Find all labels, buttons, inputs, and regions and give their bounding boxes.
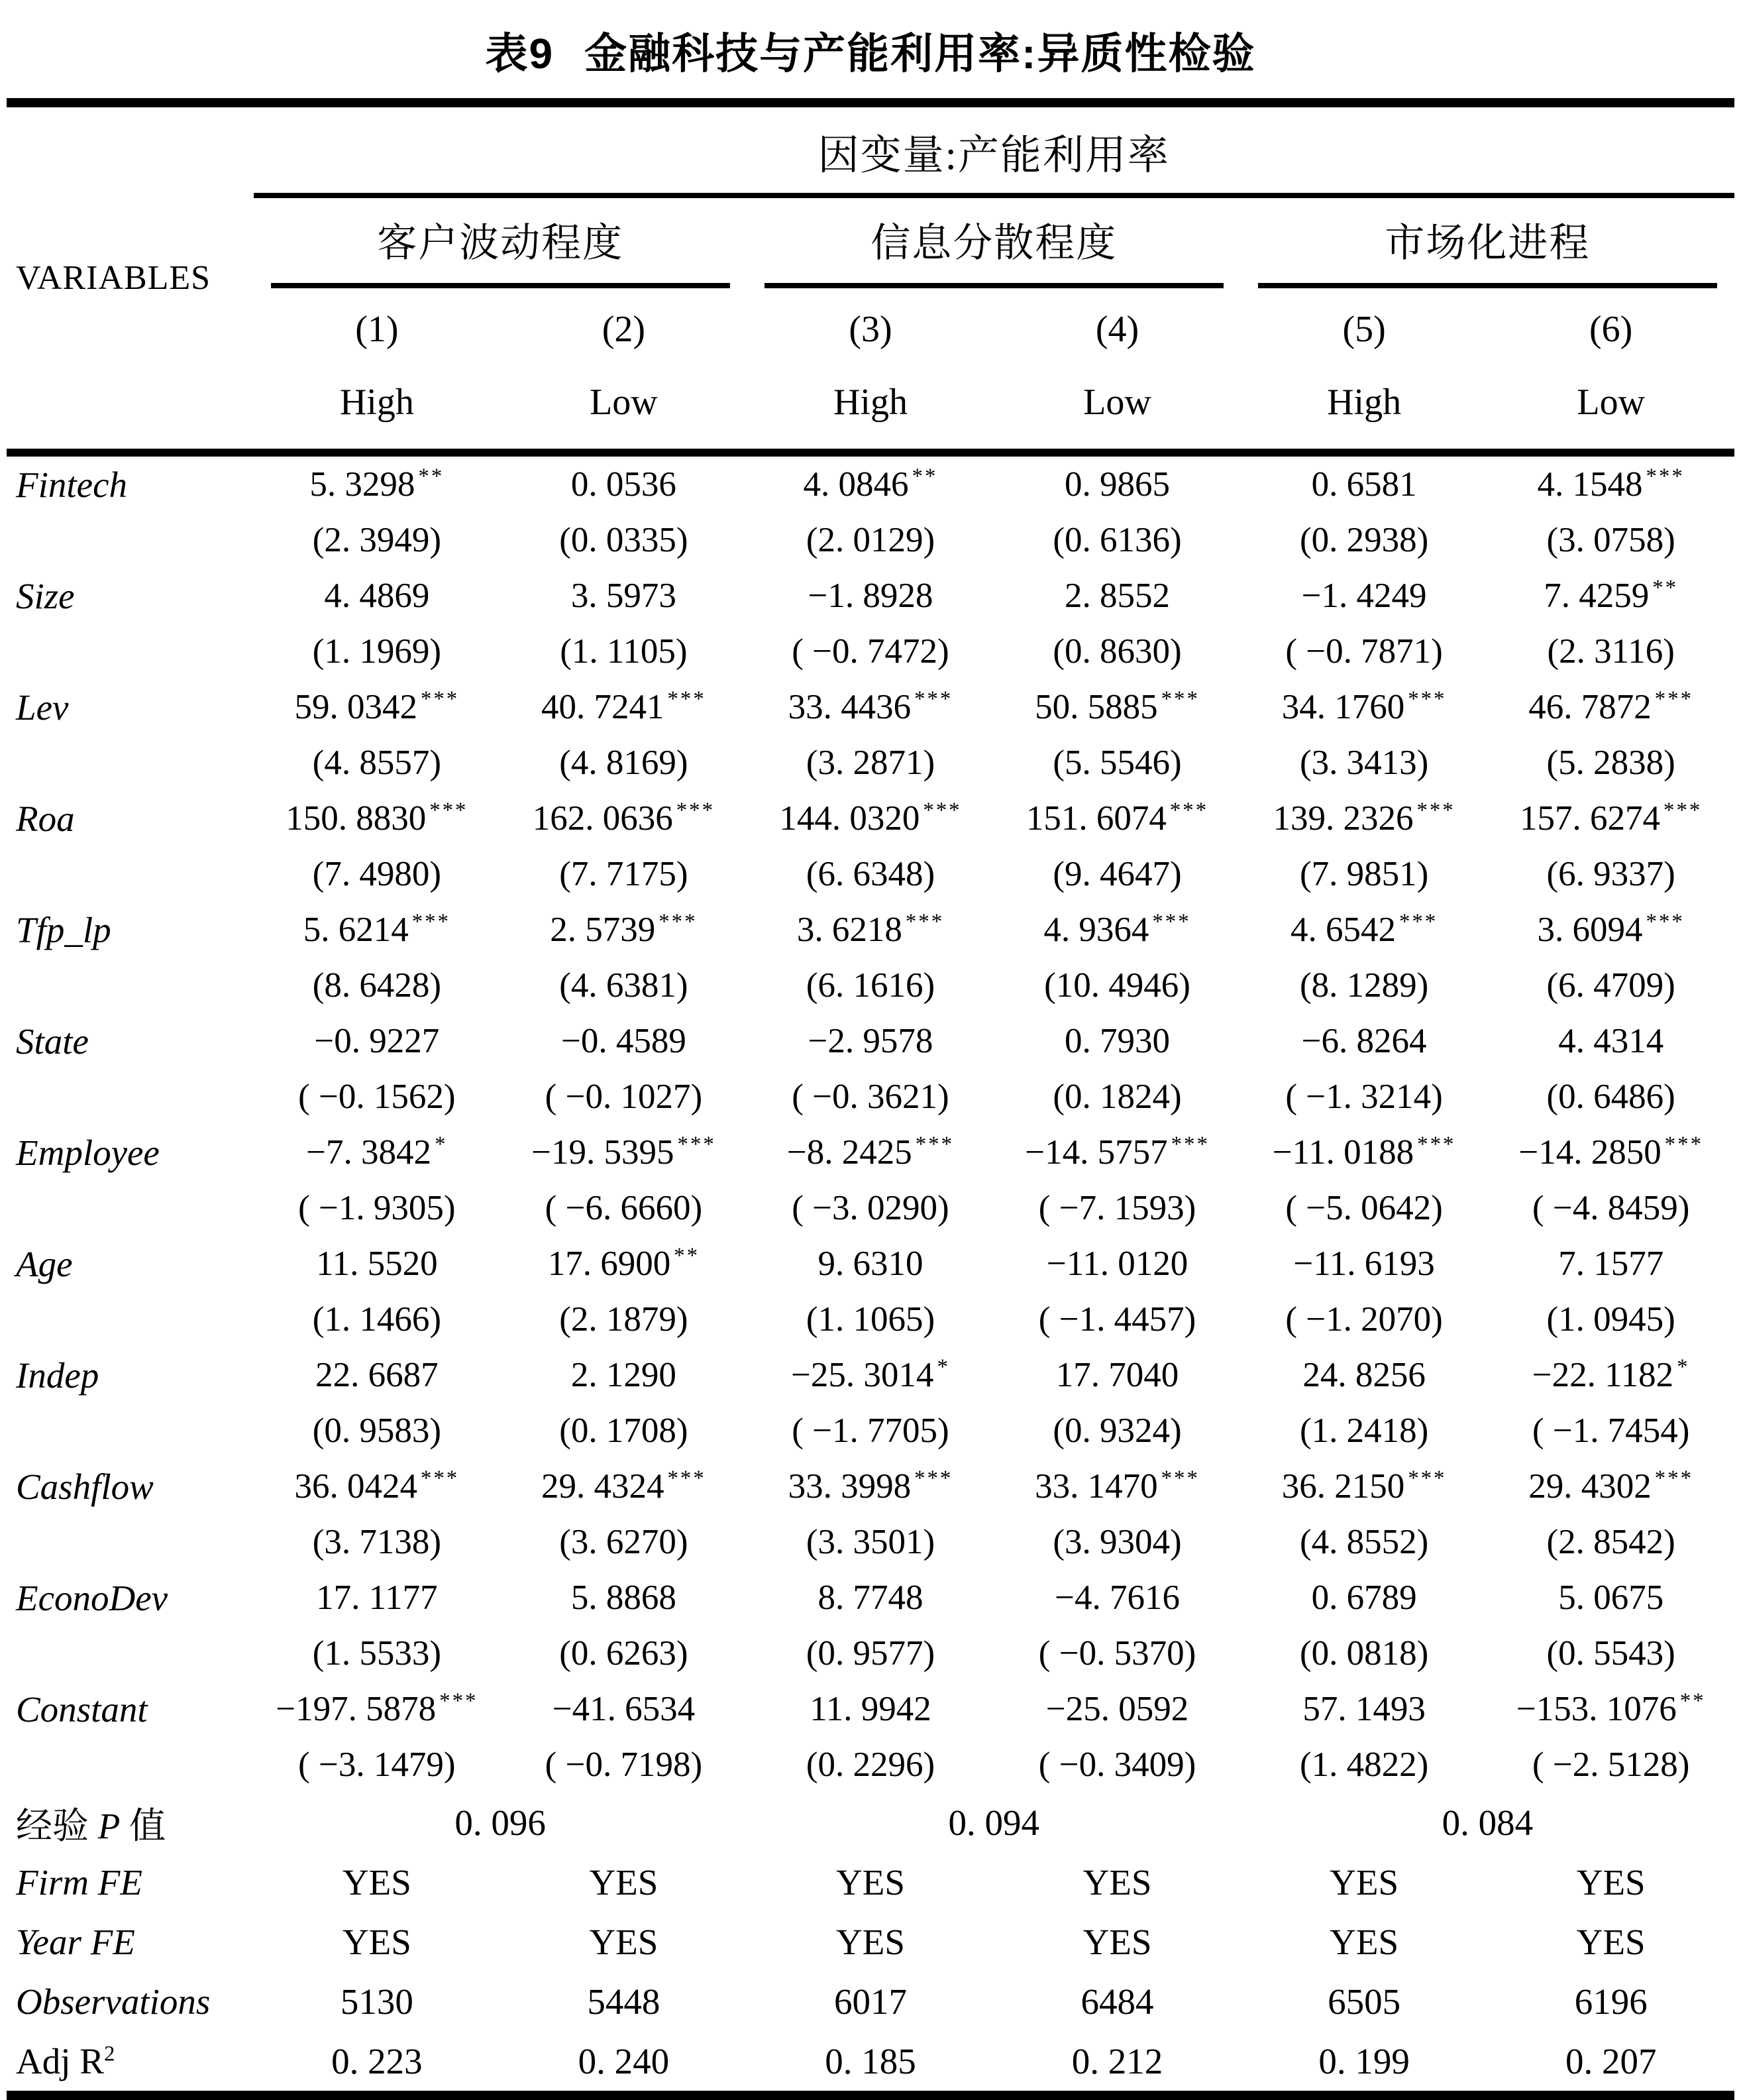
tstat-cell: ( −0. 7472) <box>792 632 949 671</box>
table-row-tstat <box>7 1180 1734 1236</box>
table-row-tstat <box>7 1626 1734 1681</box>
table-row-tstat <box>7 1514 1734 1570</box>
coef-cell: −25. 3014 * <box>791 1355 950 1394</box>
tstat-cell: (0. 2296) <box>806 1745 935 1784</box>
tstat-cell: (4. 8552) <box>1299 1523 1429 1561</box>
significance-stars: *** <box>439 1689 478 1714</box>
coef-cell: 9. 6310 <box>818 1244 923 1283</box>
adjr2-cell: 0. 207 <box>1565 2040 1657 2081</box>
adjr2-cell: 0. 199 <box>1318 2040 1410 2081</box>
tstat-cell: (4. 8557) <box>312 744 441 782</box>
tstat-cell: ( −0. 5370) <box>1038 1634 1196 1673</box>
tstat-cell: (1. 1969) <box>312 632 441 671</box>
coef-cell: 36. 0424 *** <box>294 1466 460 1506</box>
coef-cell: −4. 7616 <box>1055 1578 1180 1617</box>
col-number-5: (5) <box>1342 309 1386 350</box>
tstat-cell: (0. 6486) <box>1546 1078 1675 1116</box>
page <box>7 0 1734 2100</box>
coef-cell: −14. 2850 *** <box>1518 1133 1704 1172</box>
tstat-cell: ( −0. 7871) <box>1285 632 1443 671</box>
significance-stars: ** <box>1679 1689 1706 1714</box>
table-row-tstat <box>7 1069 1734 1125</box>
coef-cell: 24. 8256 <box>1302 1356 1426 1394</box>
tstat-cell: ( −3. 1479) <box>298 1745 456 1784</box>
coef-cell: 5. 6214 *** <box>303 910 450 949</box>
obs-cell: 6484 <box>1081 1981 1154 2022</box>
significance-stars: *** <box>1663 799 1703 823</box>
tstat-cell: ( −6. 6660) <box>545 1189 703 1227</box>
coef-cell: 4. 4869 <box>324 577 430 615</box>
significance-stars: *** <box>1646 910 1685 934</box>
group-header-customer-volatility: 客户波动程度 <box>254 195 747 288</box>
significance-stars: *** <box>420 1466 460 1491</box>
coef-cell: −14. 5757 *** <box>1025 1133 1210 1172</box>
coef-cell: 29. 4302 *** <box>1528 1466 1694 1506</box>
table-row-coef <box>7 679 1734 735</box>
tstat-cell: (6. 6348) <box>806 855 935 893</box>
coef-cell: 29. 4324 *** <box>541 1466 706 1506</box>
table-row-observations <box>7 1971 1734 2031</box>
fe-cell: YES <box>836 1921 905 1962</box>
fe-cell: YES <box>342 1861 411 1903</box>
coef-cell: 4. 9364 *** <box>1043 910 1191 949</box>
coef-cell: 2. 5739 *** <box>550 910 698 949</box>
coef-cell: 33. 4436 *** <box>788 687 953 726</box>
variables-header: VARIABLES <box>7 103 254 453</box>
row-label-empty <box>7 958 254 1013</box>
coef-cell: 8. 7748 <box>818 1578 923 1617</box>
table-head <box>7 103 1734 453</box>
tstat-cell: (5. 2838) <box>1546 744 1675 782</box>
coef-cell: 139. 2326 *** <box>1273 799 1455 838</box>
tstat-cell: (6. 4709) <box>1546 966 1675 1005</box>
significance-stars: *** <box>667 687 706 712</box>
row-label: Year FE <box>16 1921 135 1962</box>
coef-cell: 17. 1177 <box>316 1578 438 1617</box>
coef-cell: 0. 6789 <box>1311 1578 1417 1617</box>
tstat-cell: (0. 5543) <box>1546 1634 1675 1673</box>
col-subheader-4: Low <box>994 370 1241 453</box>
table-row-adj-r2 <box>7 2031 1734 2095</box>
tstat-cell: (5. 5546) <box>1053 744 1182 782</box>
coef-cell: 17. 6900 ** <box>547 1244 700 1283</box>
coef-cell: 3. 6218 *** <box>796 910 945 949</box>
row-label: Employee <box>16 1132 160 1173</box>
table-row-coef <box>7 1459 1734 1514</box>
row-label: Constant <box>16 1688 148 1730</box>
coef-cell: −41. 6534 <box>552 1690 696 1728</box>
coef-cell: 50. 5885 *** <box>1035 687 1200 726</box>
fe-cell: YES <box>1330 1861 1399 1903</box>
group-header-information-dispersion: 信息分散程度 <box>747 195 1241 288</box>
tstat-cell: (2. 8542) <box>1546 1523 1675 1561</box>
table-row-empirical-pvalue <box>7 1793 1734 1852</box>
significance-stars: *** <box>1408 1466 1447 1491</box>
significance-stars: *** <box>411 910 450 934</box>
tstat-cell: ( −5. 0642) <box>1285 1189 1443 1227</box>
tstat-cell: (2. 0129) <box>806 521 935 559</box>
coef-cell: −0. 4589 <box>560 1022 686 1060</box>
table-row-tstat <box>7 1737 1734 1793</box>
tstat-cell: ( −4. 8459) <box>1532 1189 1690 1227</box>
row-label: EconoDev <box>16 1577 168 1618</box>
table-row-coef <box>7 568 1734 624</box>
tstat-cell: (0. 9577) <box>806 1634 935 1673</box>
table-row-tstat <box>7 958 1734 1013</box>
row-label-empty <box>7 735 254 791</box>
tstat-cell: (3. 3413) <box>1299 744 1429 782</box>
fe-cell: YES <box>1082 1921 1152 1962</box>
coef-cell: 3. 5973 <box>570 577 676 615</box>
significance-stars: *** <box>1646 465 1685 489</box>
table-row-coef <box>7 1013 1734 1069</box>
coef-cell: −1. 8928 <box>808 577 933 615</box>
row-label: Observations <box>16 1981 211 2022</box>
table-row-coef <box>7 1570 1734 1626</box>
coef-cell: −22. 1182 * <box>1532 1355 1690 1394</box>
tstat-cell: ( −1. 2070) <box>1285 1300 1443 1339</box>
row-label: Firm FE <box>16 1861 142 1903</box>
significance-stars: *** <box>1664 1133 1704 1157</box>
tstat-cell: (0. 2938) <box>1299 521 1429 559</box>
table-body <box>7 453 1734 2095</box>
pvalue-cell: 0. 084 <box>1442 1802 1534 1843</box>
coef-cell: 0. 9865 <box>1065 465 1171 504</box>
col-number-1: (1) <box>355 309 399 350</box>
coef-cell: 59. 0342 *** <box>294 687 460 726</box>
group-header-marketization: 市场化进程 <box>1241 195 1734 288</box>
coef-cell: 33. 3998 *** <box>788 1466 953 1506</box>
coef-cell: 150. 8830 *** <box>286 799 468 838</box>
fe-cell: YES <box>836 1861 905 1903</box>
significance-stars: *** <box>667 1466 706 1491</box>
coef-cell: 4. 6542 *** <box>1290 910 1438 949</box>
significance-stars: *** <box>1417 1133 1456 1157</box>
coef-cell: 40. 7241 *** <box>541 687 706 726</box>
row-label-empty <box>7 624 254 679</box>
tstat-cell: ( −1. 7705) <box>792 1411 949 1450</box>
row-label-empty <box>7 1292 254 1347</box>
col-subheader-3: High <box>747 370 994 453</box>
coef-cell: −11. 6193 <box>1293 1244 1435 1283</box>
significance-stars: *** <box>677 1133 716 1157</box>
tstat-cell: (1. 4822) <box>1299 1745 1429 1784</box>
fe-cell: YES <box>1576 1861 1646 1903</box>
significance-stars: *** <box>1654 1466 1694 1491</box>
fe-cell: YES <box>1330 1921 1399 1962</box>
adjr2-cell: 0. 223 <box>331 2040 423 2081</box>
col-number-6: (6) <box>1589 309 1633 350</box>
coef-cell: 2. 1290 <box>570 1356 676 1394</box>
tstat-cell: (8. 6428) <box>312 966 441 1005</box>
significance-stars: *** <box>659 910 698 934</box>
row-label: State <box>16 1021 89 1062</box>
row-label-empty <box>7 1403 254 1459</box>
tstat-cell: ( −0. 3621) <box>792 1078 949 1116</box>
tstat-cell: (7. 7175) <box>559 855 688 893</box>
coef-cell: −1. 4249 <box>1301 577 1427 615</box>
tstat-cell: (0. 6136) <box>1053 521 1182 559</box>
tstat-cell: (3. 3501) <box>806 1523 935 1561</box>
col-subheader-5: High <box>1241 370 1488 453</box>
coef-cell: −153. 1076 ** <box>1516 1689 1706 1728</box>
coef-cell: 0. 7930 <box>1065 1022 1171 1060</box>
row-label: Tfp_lp <box>16 909 111 950</box>
row-label-empty <box>7 846 254 902</box>
tstat-cell: (3. 7138) <box>312 1523 441 1561</box>
coef-cell: −11. 0120 <box>1046 1244 1188 1283</box>
coef-cell: 3. 6094 *** <box>1537 910 1685 949</box>
row-label: Age <box>16 1243 73 1284</box>
coef-cell: −2. 9578 <box>808 1022 933 1060</box>
tstat-cell: (0. 0335) <box>559 521 688 559</box>
tstat-cell: ( −1. 4457) <box>1038 1300 1196 1339</box>
fe-cell: YES <box>589 1921 659 1962</box>
row-label-empty <box>7 1180 254 1236</box>
coef-cell: 0. 0536 <box>570 465 676 504</box>
significance-stars: *** <box>923 799 962 823</box>
tstat-cell: (4. 6381) <box>559 966 688 1005</box>
row-label-empty <box>7 1514 254 1570</box>
row-label: Cashflow <box>16 1466 154 1507</box>
coef-cell: 33. 1470 *** <box>1035 1466 1200 1506</box>
table-row-tstat <box>7 1403 1734 1459</box>
tstat-cell: ( −0. 3409) <box>1038 1745 1196 1784</box>
coef-cell: 57. 1493 <box>1302 1690 1426 1728</box>
table-row-tstat <box>7 846 1734 902</box>
coef-cell: −6. 8264 <box>1301 1022 1427 1060</box>
tstat-cell: (0. 1708) <box>559 1411 688 1450</box>
table-row-tstat <box>7 735 1734 791</box>
coef-cell: 4. 0846 ** <box>803 465 938 504</box>
significance-stars: *** <box>914 687 953 712</box>
tstat-cell: (0. 6263) <box>559 1634 688 1673</box>
coef-cell: 144. 0320 *** <box>779 799 962 838</box>
significance-stars: *** <box>1152 910 1191 934</box>
coef-cell: −7. 3842 * <box>306 1133 448 1172</box>
coef-cell: 46. 7872 *** <box>1528 687 1694 726</box>
coef-cell: 7. 1577 <box>1558 1244 1664 1283</box>
tstat-cell: ( −3. 0290) <box>792 1189 949 1227</box>
obs-cell: 5130 <box>340 1981 413 2022</box>
row-label: Lev <box>16 687 69 728</box>
row-label-empty <box>7 1626 254 1681</box>
tstat-cell: (0. 1824) <box>1053 1078 1182 1116</box>
row-label: Fintech <box>16 464 127 505</box>
tstat-cell: ( −1. 7454) <box>1532 1411 1690 1450</box>
coef-cell: 4. 1548 *** <box>1537 465 1685 504</box>
table-row-tstat <box>7 624 1734 679</box>
coef-cell: 11. 9942 <box>810 1690 931 1728</box>
tstat-cell: (1. 0945) <box>1546 1300 1675 1339</box>
fe-cell: YES <box>589 1861 659 1903</box>
significance-stars: ** <box>1652 576 1679 600</box>
significance-stars: * <box>937 1355 950 1380</box>
tstat-cell: ( −1. 9305) <box>298 1189 456 1227</box>
pvalue-cell: 0. 096 <box>454 1802 546 1843</box>
tstat-cell: (9. 4647) <box>1053 855 1182 893</box>
coef-cell: 5. 0675 <box>1558 1578 1664 1617</box>
row-label-empty <box>7 512 254 568</box>
significance-stars: *** <box>1398 910 1438 934</box>
tstat-cell: (3. 6270) <box>559 1523 688 1561</box>
coef-cell: 151. 6074 *** <box>1026 799 1209 838</box>
table-row-coef <box>7 791 1734 846</box>
coef-cell: −11. 0188 *** <box>1272 1133 1456 1172</box>
coef-cell: −25. 0592 <box>1045 1690 1189 1728</box>
fe-cell: YES <box>1082 1861 1152 1903</box>
pvalue-cell: 0. 094 <box>948 1802 1039 1843</box>
table-row-coef <box>7 1681 1734 1737</box>
table-row-fixed-effects <box>7 1912 1734 1971</box>
significance-stars: *** <box>905 910 945 934</box>
tstat-cell: (0. 9324) <box>1053 1411 1182 1450</box>
row-label-empty <box>7 1737 254 1793</box>
significance-stars: *** <box>1654 687 1694 712</box>
significance-stars: *** <box>914 1466 953 1491</box>
significance-stars: ** <box>674 1244 700 1268</box>
coef-cell: −0. 9227 <box>314 1022 440 1060</box>
coef-cell: 17. 7040 <box>1055 1356 1179 1394</box>
row-label: Size <box>16 575 75 616</box>
coef-cell: 4. 4314 <box>1558 1022 1664 1060</box>
tstat-cell: ( −0. 1562) <box>298 1078 456 1116</box>
tstat-cell: (8. 1289) <box>1299 966 1429 1005</box>
coef-cell: −8. 2425 *** <box>786 1133 955 1172</box>
tstat-cell: (1. 1065) <box>806 1300 935 1339</box>
coef-cell: 162. 0636 *** <box>532 799 715 838</box>
col-subheader-6: Low <box>1487 370 1734 453</box>
obs-cell: 6017 <box>833 1981 907 2022</box>
col-number-4: (4) <box>1095 309 1139 350</box>
table-number: 表9 <box>485 30 554 78</box>
tstat-cell: ( −0. 1027) <box>545 1078 703 1116</box>
adjr2-cell: 0. 185 <box>825 2040 916 2081</box>
table-row-tstat <box>7 1292 1734 1347</box>
significance-stars: *** <box>420 687 460 712</box>
dep-var-header: 因变量:产能利用率 <box>254 103 1734 195</box>
table-row-coef <box>7 902 1734 958</box>
tstat-cell: (7. 4980) <box>312 855 441 893</box>
tstat-cell: (6. 1616) <box>806 966 935 1005</box>
row-label: Adj $R^2$ <box>16 2040 115 2081</box>
significance-stars: *** <box>1171 1133 1210 1157</box>
row-label: 经验 P 值 <box>16 1805 166 1846</box>
tstat-cell: ( −0. 7198) <box>545 1745 703 1784</box>
tstat-cell: (1. 5533) <box>312 1634 441 1673</box>
significance-stars: ** <box>418 465 445 489</box>
significance-stars: * <box>435 1133 448 1157</box>
adjr2-cell: 0. 240 <box>578 2040 670 2081</box>
col-number-2: (2) <box>602 309 646 350</box>
tstat-cell: (2. 1879) <box>559 1300 688 1339</box>
table-row-tstat <box>7 512 1734 568</box>
col-subheader-1: High <box>254 370 501 453</box>
obs-cell: 6505 <box>1328 1981 1401 2022</box>
coef-cell: 5. 8868 <box>570 1578 676 1617</box>
significance-stars: *** <box>1161 1466 1200 1491</box>
tstat-cell: (0. 8630) <box>1053 632 1182 671</box>
significance-stars: * <box>1677 1355 1690 1380</box>
tstat-cell: (1. 1105) <box>560 632 688 671</box>
tstat-cell: (4. 8169) <box>559 744 688 782</box>
tstat-cell: (0. 0818) <box>1299 1634 1429 1673</box>
tstat-cell: (6. 9337) <box>1546 855 1675 893</box>
col-number-3: (3) <box>849 309 892 350</box>
tstat-cell: ( −1. 3214) <box>1285 1078 1443 1116</box>
regression-table <box>7 98 1734 2100</box>
coef-cell: 34. 1760 *** <box>1281 687 1447 726</box>
table-row-coef <box>7 1347 1734 1403</box>
tstat-cell: (3. 0758) <box>1546 521 1675 559</box>
adjr2-cell: 0. 212 <box>1071 2040 1163 2081</box>
significance-stars: ** <box>912 465 938 489</box>
table-title <box>7 9 1734 98</box>
coef-cell: 7. 4259 ** <box>1544 576 1679 615</box>
tstat-cell: ( −7. 1593) <box>1038 1189 1196 1227</box>
coef-cell: −197. 5878 *** <box>276 1689 478 1728</box>
tstat-cell: (3. 9304) <box>1053 1523 1182 1561</box>
table-title-text: 金融科技与产能利用率:异质性检验 <box>584 30 1256 78</box>
coef-cell: 22. 6687 <box>315 1356 439 1394</box>
significance-stars: *** <box>1161 687 1200 712</box>
row-label: Roa <box>16 798 75 839</box>
table-row-coef <box>7 1236 1734 1292</box>
row-label-empty <box>7 1069 254 1125</box>
coef-cell: 11. 5520 <box>316 1244 438 1283</box>
significance-stars: *** <box>1408 687 1447 712</box>
significance-stars: *** <box>1416 799 1455 823</box>
obs-cell: 5448 <box>587 1981 660 2022</box>
tstat-cell: (3. 2871) <box>806 744 935 782</box>
table-row-coef <box>7 1125 1734 1180</box>
significance-stars: *** <box>429 799 468 823</box>
table-row-coef <box>7 453 1734 512</box>
tstat-cell: (10. 4946) <box>1044 966 1190 1005</box>
obs-cell: 6196 <box>1574 1981 1648 2022</box>
tstat-cell: (1. 2418) <box>1299 1411 1429 1450</box>
coef-cell: 2. 8552 <box>1065 577 1171 615</box>
fe-cell: YES <box>342 1921 411 1962</box>
significance-stars: *** <box>915 1133 955 1157</box>
coef-cell: 0. 6581 <box>1311 465 1417 504</box>
tstat-cell: (2. 3116) <box>1547 632 1675 671</box>
tstat-cell: ( −2. 5128) <box>1532 1745 1690 1784</box>
coef-cell: 36. 2150 *** <box>1281 1466 1447 1506</box>
fe-cell: YES <box>1576 1921 1646 1962</box>
tstat-cell: (2. 3949) <box>312 521 441 559</box>
col-subheader-2: Low <box>500 370 747 453</box>
coef-cell: 157. 6274 *** <box>1520 799 1703 838</box>
tstat-cell: (7. 9851) <box>1299 855 1429 893</box>
coef-cell: 5. 3298 ** <box>309 465 445 504</box>
row-label: Indep <box>16 1354 99 1396</box>
tstat-cell: (0. 9583) <box>312 1411 441 1450</box>
significance-stars: *** <box>1169 799 1209 823</box>
significance-stars: *** <box>676 799 715 823</box>
table-row-fixed-effects <box>7 1852 1734 1912</box>
tstat-cell: (1. 1466) <box>312 1300 441 1339</box>
coef-cell: −19. 5395 *** <box>531 1133 716 1172</box>
